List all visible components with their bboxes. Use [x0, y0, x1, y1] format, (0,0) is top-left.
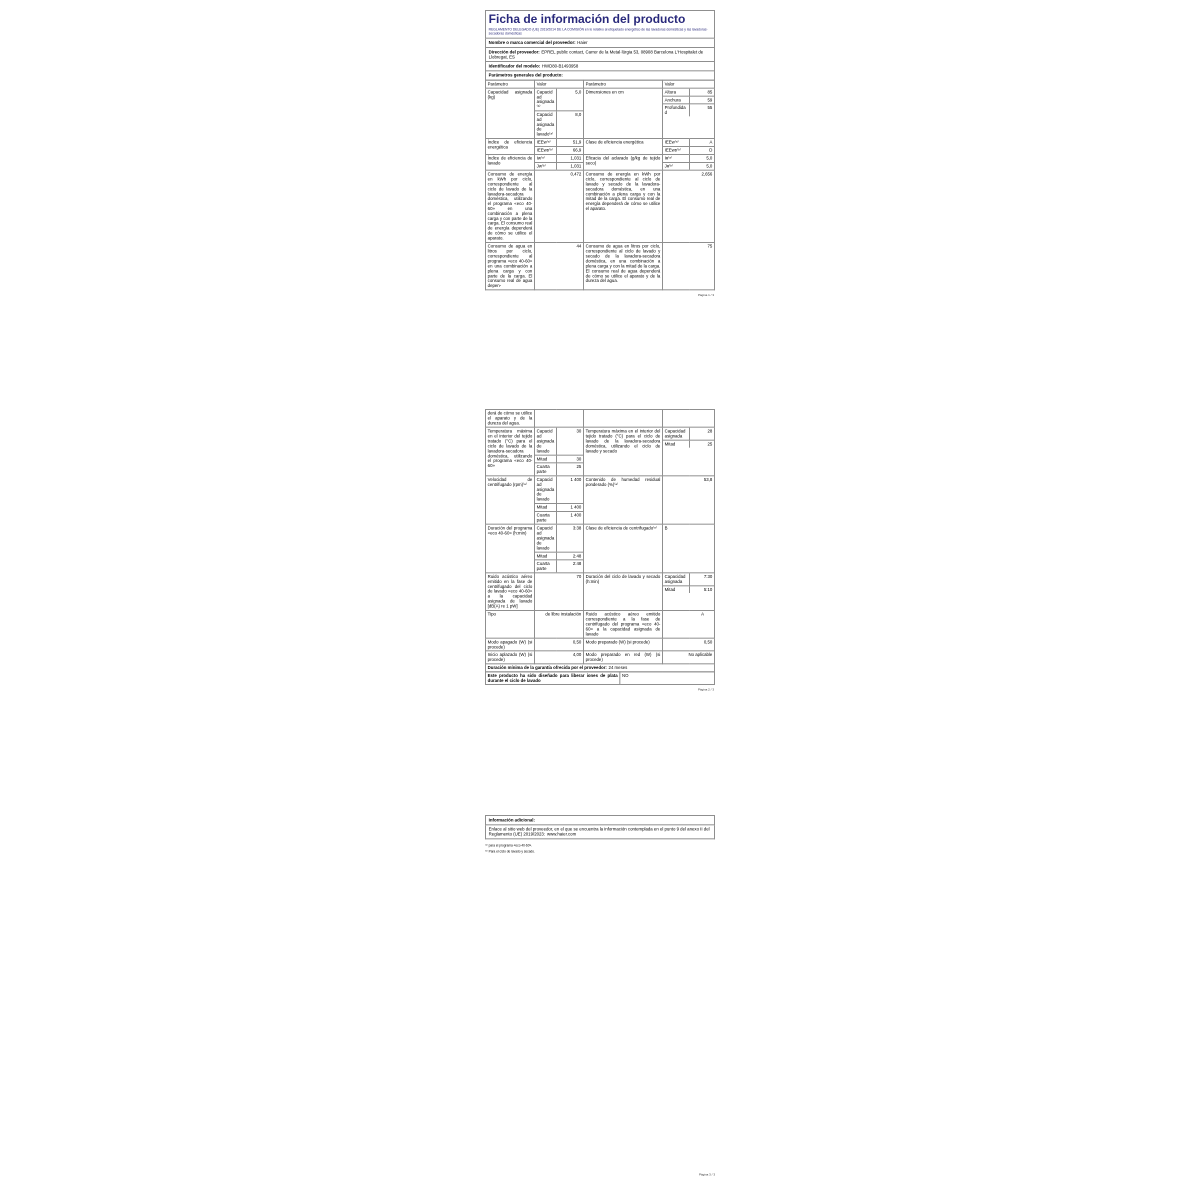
duration-rated-value: 3:38 [572, 525, 582, 531]
row-water-continuation [486, 410, 715, 428]
empty-cell [662, 410, 714, 428]
page-number: Página 2 / 3 [697, 688, 714, 692]
noise-value: 70 [534, 573, 583, 611]
temp-wash-label: Temperatura máxima en el interior del tejido tratado (°C) para el ciclo de lavado de la lavadora-secadora doméstica, utilizando el programa «eco 40-60» [486, 427, 535, 475]
delayed-start-value: 4,00 [534, 651, 583, 664]
water-washdry-label: Consumo de agua en litros por ciclo, correspondiente al ciclo de lavado y secado de la lavadora-secadora doméstica, en una combinación a plena carga y con la mitad de la carga. El consumo real de agua dependerá de cómo se utilice el aparato y de la dureza del agua. [584, 242, 663, 289]
supplier-row [485, 39, 715, 48]
page-2 [485, 409, 715, 692]
class-w-value: A [709, 139, 713, 145]
water-wash-value: 44 [534, 242, 583, 289]
page-number: Página 1 / 3 [697, 293, 714, 297]
energy-class-label: Clase de eficiencia energética [584, 139, 663, 155]
washdry-duration-label: Duración del ciclo de lavado y secado (h:min) [583, 573, 662, 611]
temp-wd-half-value: 25 [690, 440, 714, 447]
spin-quarter-value: 1 400 [557, 511, 583, 523]
supplier-website-link[interactable]: www.haier.com [547, 831, 577, 837]
spin-quarter-label: Cuarta parte [535, 511, 557, 523]
row-energy-efficiency-index [486, 139, 715, 155]
model-row [485, 62, 715, 71]
regulation-subtitle: REGLAMENTO DELEGADO (UE) 2019/2014 DE LA COMISIÓN en lo relativo al etiquetado energético de las lavadoras domésticas y las lavadoras-secadoras domésticas [488, 27, 708, 36]
spin-half-label: Mitad [535, 503, 557, 511]
noise-class-label: Ruido acústico aéreo emitido correspondiente a la fase de centrifugado del programa «eco 40-60» a la capacidad asignada de lavado [583, 610, 662, 638]
document-title: Ficha de información del producto [488, 11, 686, 26]
temp-wd-rated-value: 28 [707, 428, 713, 434]
col-header-parameter-left: Parámetro [486, 80, 535, 88]
temp-half-value: 30 [557, 455, 583, 463]
ir-value: 5,0 [706, 155, 713, 161]
temp-washdry-label: Temperatura máxima en el interior del tejido tratado (°C) para el ciclo de lavado de la lavadora-secadora doméstica, utilizando el ciclo de lavado y secado [583, 427, 662, 475]
title-block [485, 10, 715, 39]
footnotes [485, 843, 715, 854]
temp-rated-value: 30 [576, 428, 582, 434]
duration-half-label: Mitad [535, 552, 557, 560]
energy-wash-label: Consumo de energía en kWh por ciclo, correspondiente al ciclo de lavado de la lavadora-secadora doméstica, utilizando el programa «eco 40-60» en una combinación a plena carga y con parte de la carga. El consumo real de energía dependerá de cómo se utilice el aparato. [486, 170, 535, 242]
network-standby-value: No aplicable [662, 651, 714, 664]
iw-value: 1,031 [570, 155, 582, 161]
wash-index-label: Índice de eficiencia de lavado [486, 154, 535, 170]
water-wash-label-continued: derá de cómo se utilice el aparato y de la dureza del agua. [486, 410, 535, 428]
iee-label: Índice de eficiencia energética [486, 139, 535, 155]
page-1 [485, 10, 715, 297]
supplier-link-text: Enlace al sitio web del proveedor, en el que se encuentra la información contemplada en el punto 9 del anexo II del Reglamento (UE) 2019/2023: [488, 826, 710, 837]
row-capacity-dimensions [486, 88, 715, 138]
footnote-b: ⁽ᵇ⁾ Para el ciclo de lavado y secado. [485, 849, 535, 854]
col-header-value-left: Valor [534, 80, 583, 88]
page-number: Página 3 / 3 [698, 1172, 715, 1176]
spin-half-value: 1 400 [557, 503, 583, 511]
wd-duration-half-value: 5:10 [690, 586, 714, 593]
moisture-label: Contenido de humedad residual ponderado (%)⁽ᵃ⁾ [583, 476, 662, 524]
row-spin-speed [486, 476, 715, 524]
temp-wash-values [534, 427, 583, 475]
class-w-label: IEEᴡ⁽ᵃ⁾ [663, 139, 690, 146]
wd-duration-half-label: Mitad [663, 586, 690, 593]
capacity-sub-value: 8,0 [557, 111, 583, 138]
duration-label: Duración del programa «eco 40-60» (h:min) [486, 524, 535, 572]
dimension-width-value: 59 [690, 96, 714, 104]
general-parameters-table-p1 [485, 80, 715, 291]
spin-rated-value: 1 400 [570, 476, 582, 482]
off-mode-value: 0,50 [534, 638, 583, 651]
address-row [485, 48, 715, 62]
supplier-link-row [485, 825, 715, 839]
silver-ions-value: NO [620, 672, 715, 685]
capacity-sub-label: Capacidad asignada de lavado⁽ᵃ⁾ [535, 111, 557, 138]
energy-wash-value: 0,472 [534, 170, 583, 242]
row-acoustic-noise [486, 573, 715, 611]
model-label: Identificador del modelo: [488, 63, 541, 69]
temp-washdry-values [662, 427, 714, 475]
type-value: de libre instalación [534, 610, 583, 638]
jr-value: 5,0 [690, 162, 714, 169]
wd-duration-rated-label: Capacidad asignada [663, 573, 690, 585]
spin-speed-values [534, 476, 583, 524]
dimension-height-value: 85 [707, 89, 713, 95]
row-silver-ions [486, 672, 715, 685]
col-header-value-right: Valor [663, 80, 715, 88]
jw-label: Jᴡ⁽ᵇ⁾ [535, 162, 557, 169]
row-programme-duration [486, 524, 715, 572]
duration-half-value: 2:48 [557, 552, 583, 560]
rinse-values [663, 154, 715, 170]
dimension-height-label: Altura [663, 89, 690, 96]
energy-class-values [663, 139, 715, 155]
capacity-sub-value: 5,0 [575, 89, 582, 95]
water-wash-label: Consumo de agua en litros por ciclo, correspondiente al programa «eco 40-60» en una combinación a plena carga y con parte de la carga. El consumo real de agua depen- [486, 242, 535, 289]
standby-value: 0,50 [662, 638, 714, 651]
page-3 [485, 815, 715, 1176]
delayed-start-label: Inicio aplazado (W) (si procede) [486, 651, 535, 664]
spin-speed-label: Velocidad de centrifugado (rpm)⁽ᵃ⁾ [486, 476, 535, 524]
footnote-a: ⁽ᵃ⁾ para el programa «eco 40-60». [485, 844, 533, 848]
capacity-label: Capacidad asignada (kg) [486, 88, 535, 138]
spin-class-value: B [662, 524, 714, 572]
moisture-value: 53,8 [662, 476, 714, 524]
iee-w-label: IEEᴡ⁽ᵃ⁾ [535, 139, 557, 146]
rinse-label: Eficacia del aclarado (g/kg de tejido seco) [584, 154, 663, 170]
class-wd-label: IEEᴡᴅ⁽ᵇ⁾ [663, 146, 690, 153]
jr-label: Jʀ⁽ᵇ⁾ [663, 162, 690, 169]
duration-quarter-value: 2:48 [557, 560, 583, 572]
iw-label: Iᴡ⁽ᵃ⁾ [535, 155, 557, 162]
section-label: Parámetros generales del producto: [488, 72, 563, 78]
dimensions-label: Dimensiones en cm [584, 88, 663, 138]
row-off-standby [486, 638, 715, 651]
dimension-depth-label: Profundidad [663, 104, 690, 116]
address-label: Dirección del proveedor: [488, 49, 540, 55]
additional-info-label: Información adicional: [488, 817, 535, 823]
dimension-width-label: Anchura [663, 96, 690, 104]
row-washing-index-rinsing [486, 154, 715, 170]
noise-class-value: A [662, 610, 714, 638]
class-wd-value: D [690, 146, 714, 153]
row-max-temperature [486, 427, 715, 475]
off-mode-label: Modo apagado (W) (si procede) [486, 638, 535, 651]
spin-class-label: Clase de eficiencia de centrifugado⁽ᵃ⁾ [583, 524, 662, 572]
warranty-label: Duración mínima de la garantía ofrecida por el proveedor: [487, 664, 607, 670]
temp-wd-half-label: Mitad [663, 440, 690, 447]
model-value: HWD80-B1493958 [541, 63, 579, 69]
address-value: EPREL public contact, Carrer de la Metal·lúrgia 53, 08908 Barcelona L'Hospitalet de Llobregat, ES [488, 49, 704, 60]
capacity-sub-label: Capacidad asignada⁽ᵇ⁾ [535, 89, 557, 111]
supplier-value: Haier [577, 39, 588, 45]
standby-label: Modo preparado (W) (si procede) [583, 638, 662, 651]
capacity-values [534, 88, 583, 138]
iee-wd-value: 66,9 [557, 146, 583, 153]
network-standby-label: Modo preparado en red (W) (si procede) [583, 651, 662, 664]
temp-half-label: Mitad [535, 455, 557, 463]
warranty-value: 24 meses [608, 664, 628, 670]
duration-rated-label: Capacidad asignada de lavado [535, 525, 557, 552]
iee-wd-label: IEEᴡᴅ⁽ᵇ⁾ [535, 146, 557, 153]
water-washdry-value: 75 [663, 242, 715, 289]
col-header-parameter-right: Parámetro [584, 80, 663, 88]
silver-ions-table [485, 671, 715, 685]
noise-label: Ruido acústico aéreo emitido en la fase de centrifugado del ciclo de lavado «eco 40-60» a la capacidad asignada de lavado [dB(A) re 1 pW] [486, 573, 535, 611]
general-parameters-table-p2 [485, 409, 715, 672]
row-water-consumption [486, 242, 715, 289]
temp-wd-rated-label: Capacidad asignada [663, 428, 690, 440]
dimensions-values [663, 88, 715, 138]
temp-rated-label: Capacidad asignada de lavado [535, 428, 557, 455]
ir-label: Iʀ⁽ᵃ⁾ [663, 155, 690, 162]
duration-quarter-label: Cuarta parte [535, 560, 557, 572]
duration-values [534, 524, 583, 572]
wd-duration-rated-value: 7:30 [703, 573, 713, 579]
row-delay-network [486, 651, 715, 664]
iee-w-value: 51,9 [572, 139, 582, 145]
jw-value: 1,031 [557, 162, 583, 169]
empty-cell [583, 410, 662, 428]
silver-ions-label: Este producto ha sido diseñado para liberar iones de plata durante el ciclo de lavado [486, 672, 620, 685]
supplier-label: Nombre o marca comercial del proveedor: [488, 39, 576, 45]
table-header-row [486, 80, 715, 88]
energy-washdry-label: Consumo de energía en kWh por ciclo, correspondiente al ciclo de lavado y secado de la lavadora-secadora doméstica, en una combinación a plena carga y con la mitad de la carga. El consumo real de energía dependerá de cómo se utilice el aparato. [584, 170, 663, 242]
row-energy-consumption [486, 170, 715, 242]
washdry-duration-values [662, 573, 714, 611]
empty-cell [534, 410, 583, 428]
spin-rated-label: Capacidad asignada de lavado [535, 476, 557, 503]
iee-values [534, 139, 583, 155]
type-label: Tipo [486, 610, 535, 638]
row-type-noiseclass [486, 610, 715, 638]
energy-washdry-value: 2,656 [663, 170, 715, 242]
dimension-depth-value: 55 [690, 104, 714, 116]
temp-quarter-value: 25 [557, 463, 583, 475]
wash-index-values [534, 154, 583, 170]
temp-quarter-label: Cuarta parte [535, 463, 557, 475]
additional-info-header [485, 815, 715, 825]
